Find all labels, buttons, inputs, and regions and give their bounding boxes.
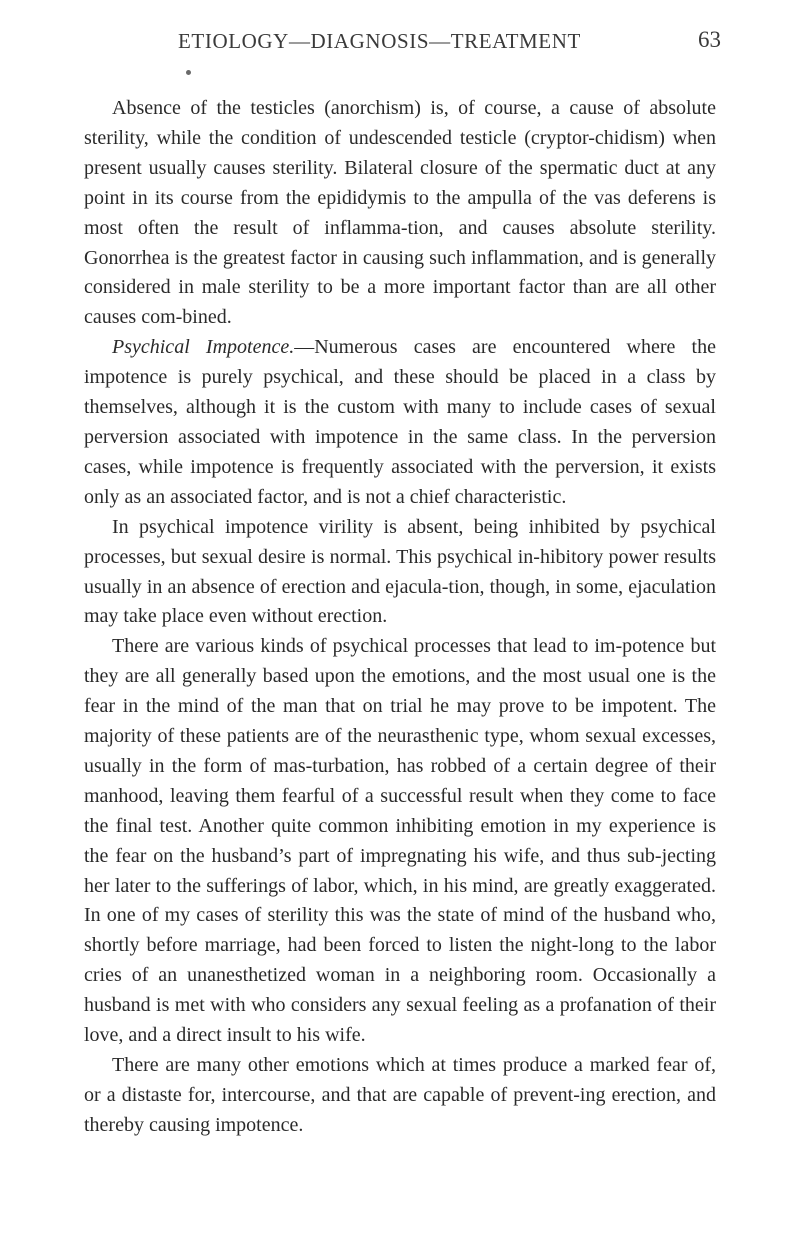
paragraph-text: —Numerous cases are encountered where the impotence is purely psychical, and these should be placed in a class by themselves, although it is the custom with many to include cases of sexual perversion associated with impotence in the same class. In the perversion cases, while impotence is frequently associated with the perversion, it exists only as an associated factor, and is not a chief characteristic. <box>84 336 716 508</box>
page-number: 63 <box>698 27 721 52</box>
paragraph-text: Absence of the testicles (anorchism) is, of course, a cause of absolute sterility, while the condition of undescended testicle (cryptor-chidism) when present usually causes sterility. Bilateral closure of the spermatic duct at any point in its course from the epididymis to the ampulla of the vas deferens is most often the result of inflamma-tion, and causes absolute sterility. Gonorrhea is the greatest factor in causing such inflammation, and is generally considered in male sterility to be a more important factor than are all other causes com-bined. <box>84 97 716 329</box>
running-title: ETIOLOGY—DIAGNOSIS—TREATMENT <box>178 29 581 53</box>
body-text <box>84 94 716 1141</box>
section-heading-psychical-impotence: Psychical Impotence. <box>112 336 295 359</box>
paragraph-text: There are many other emotions which at times produce a marked fear of, or a distaste for, intercourse, and that are capable of prevent-ing erection, and thereby causing impotence. <box>84 1054 716 1136</box>
paragraph <box>84 632 716 1051</box>
paragraph <box>84 513 716 633</box>
paragraph <box>84 1051 716 1141</box>
paragraph-text: In psychical impotence virility is absent, being inhibited by psychical processes, but sexual desire is normal. This psychical in-hibitory power results usually in an absence of erection and ejacula-tion, though, in some, ejaculation may take place even without erection. <box>84 515 716 628</box>
paragraph-text: There are various kinds of psychical processes that lead to im-potence but they are all generally based upon the emotions, and the most usual one is the fear in the mind of the man that on trial he may prove to be impotent. The majority of these patients are of the neurasthenic type, whom sexual excesses, usually in the form of mas-turbation, has robbed of a certain degree of their manhood, leaving them fearful of a successful result when they come to face the final test. Another quite common inhibiting emotion in my experience is the fear on the husband’s part of impregnating his wife, and thus sub-jecting her later to the sufferings of labor, which, in his mind, are greatly exaggerated. In one of my cases of sterility this was the state of mind of the husband who, shortly before marriage, had been forced to listen the night-long to the labor cries of an unanesthetized woman in a neighboring room. Occasionally a husband is met with who considers any sexual feeling as a profanation of their love, and a direct insult to his wife. <box>84 635 716 1047</box>
print-speck <box>186 70 191 75</box>
paragraph <box>84 333 716 512</box>
paragraph <box>84 94 716 333</box>
